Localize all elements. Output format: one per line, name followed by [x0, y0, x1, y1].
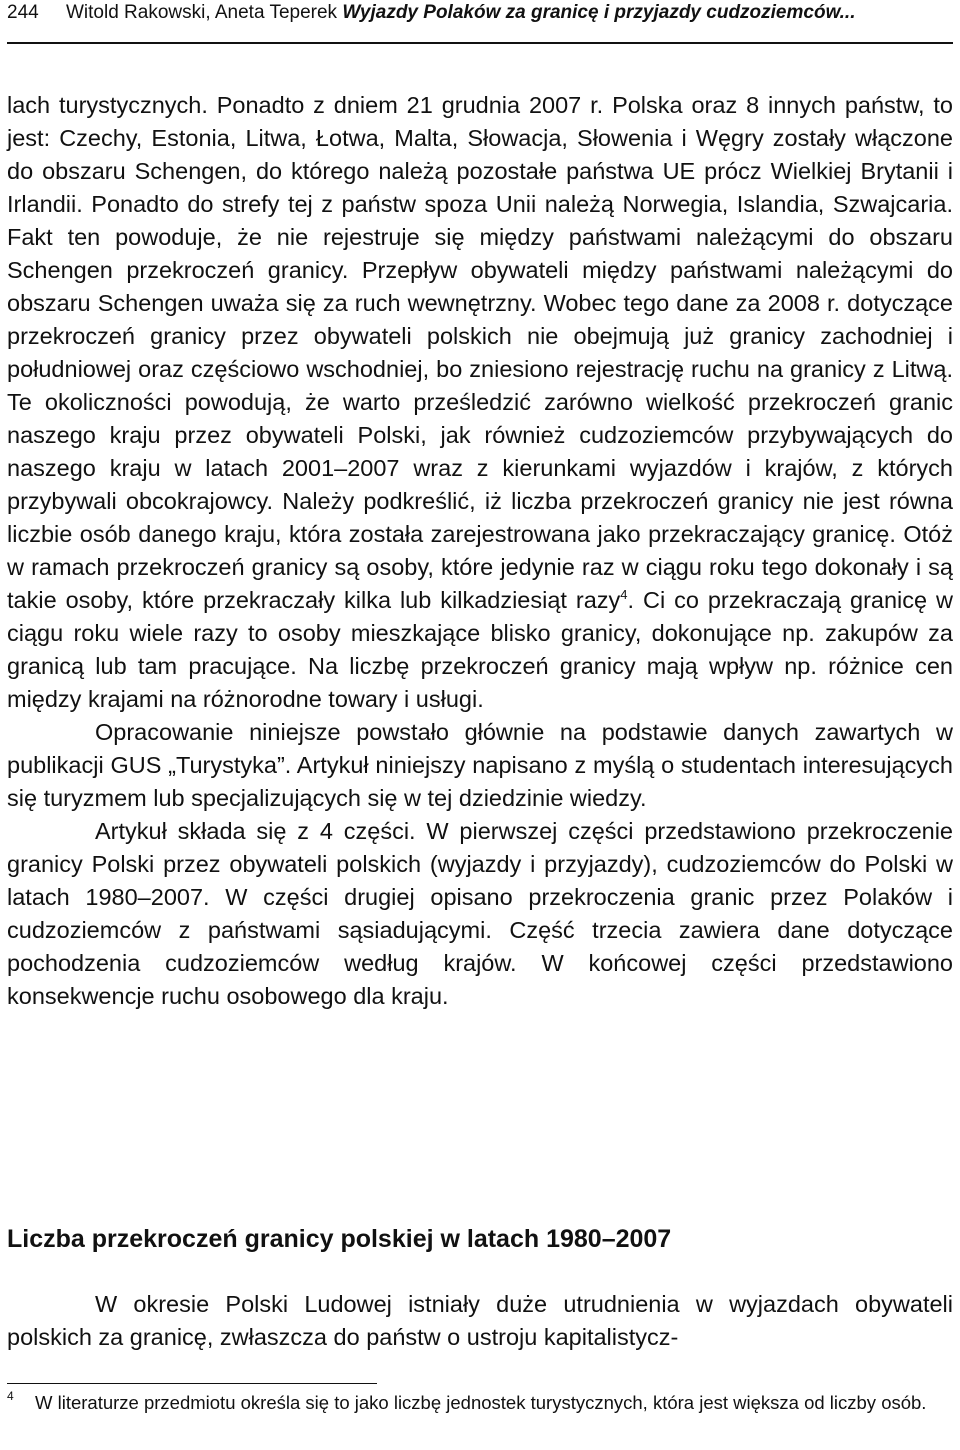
section-paragraph: W okresie Polski Ludowej istniały duże utrudnienia w wyjazdach obywateli polskich za granicę, zwłaszcza do państw o ustroju kapitalistycz- [7, 1291, 953, 1350]
header-title: Wyjazdy Polaków za granicę i przyjazdy cudzoziemców... [342, 2, 856, 23]
footnote-rule [7, 1383, 377, 1384]
footnote [7, 1389, 953, 1416]
paragraph-2: Opracowanie niniejsze powstało głównie na podstawie danych zawartych w publikacji GUS „Turystyka”. Artykuł niniejszy napisano z myślą o studentach interesujących się turyzmem lub specjalizujących się w tej dziedzinie wiedzy. [7, 719, 953, 811]
page-number: 244 [7, 2, 39, 23]
paragraph-1 [7, 89, 953, 716]
body-text [7, 89, 953, 1013]
section-heading: Liczba przekroczeń granicy polskiej w latach 1980–2007 [7, 1225, 672, 1253]
section-body [7, 1288, 953, 1354]
footnote-ref[interactable]: 4 [620, 587, 628, 603]
running-header [7, 0, 953, 30]
paragraph-3: Artykuł składa się z 4 części. W pierwszej części przedstawiono przekroczenie granicy Polski przez obywateli polskich (wyjazdy i przyjazdy), cudzoziemców do Polski w latach 1980–2007. W części drugiej opisano przekroczenia granic przez Polaków i cudzoziemców z państwami sąsiadującymi. Część trzecia zawiera dane dotyczące pochodzenia cudzoziemców według krajów. W końcowej części przedstawiono konsekwencje ruchu osobowego dla kraju. [7, 818, 953, 1009]
header-authors: Witold Rakowski, Aneta Teperek [65, 2, 338, 23]
footnote-text: W literaturze przedmiotu określa się to jako liczbę jednostek turystycznych, która jest większa od liczby osób. [35, 1392, 927, 1413]
paragraph-1-text: lach turystycznych. Ponadto z dniem 21 grudnia 2007 r. Polska oraz 8 innych państw, to jest: Czechy, Estonia, Litwa, Łotwa, Malta, Słowacja, Słowenia i Węgry zostały włączone do obszaru Schengen, do którego należą pozostałe państwa UE prócz Wielkiej Brytanii i Irlandii. Ponadto do strefy tej z państw spoza Unii należą Norwegia, Islandia, Szwajcaria. Fakt ten powoduje, że nie rejestruje się między państwami należącymi do obszaru Schengen przekroczeń granicy. Przepływ obywateli między państwami należącymi do obszaru Schengen uważa się za ruch wewnętrzny. Wobec tego dane za 2008 r. dotyczące przekroczeń granicy przez obywateli polskich nie obejmują już granicy zachodniej i południowej oraz częściowo wschodniej, bo zniesiono rejestrację ruchu na granicy z Litwą. Te okoliczności powodują, że warto prześledzić zarówno wielkość przekroczeń granic naszego kraju przez obywateli Polski, jak również cudzoziemców przybywających do naszego kraju w latach 2001–2007 wraz z kierunkami wyjazdów i krajów, z których przybywali obcokrajowcy. Należy podkreślić, iż liczba przekroczeń granicy nie jest równa liczbie osób danego kraju, która została zarejestrowana jako przekraczający granicę. Otóż w ramach przekroczeń granicy są osoby, które jedynie raz w ciągu roku tego dokonały i są takie osoby, które przekraczały kilka lub kilkadziesiąt razy [7, 92, 953, 613]
paragraph-1-cont: . Ci co przekraczają granicę w ciągu roku wiele razy to osoby mieszkające blisko granicy, dokonujące np. zakupów za granicą lub tam pracujące. Na liczbę przekroczeń granicy mają wpływ np. różnice cen między krajami na różnorodne towary i usługi. [7, 587, 953, 712]
header-rule [7, 42, 953, 44]
footnote-number: 4 [7, 1389, 14, 1403]
